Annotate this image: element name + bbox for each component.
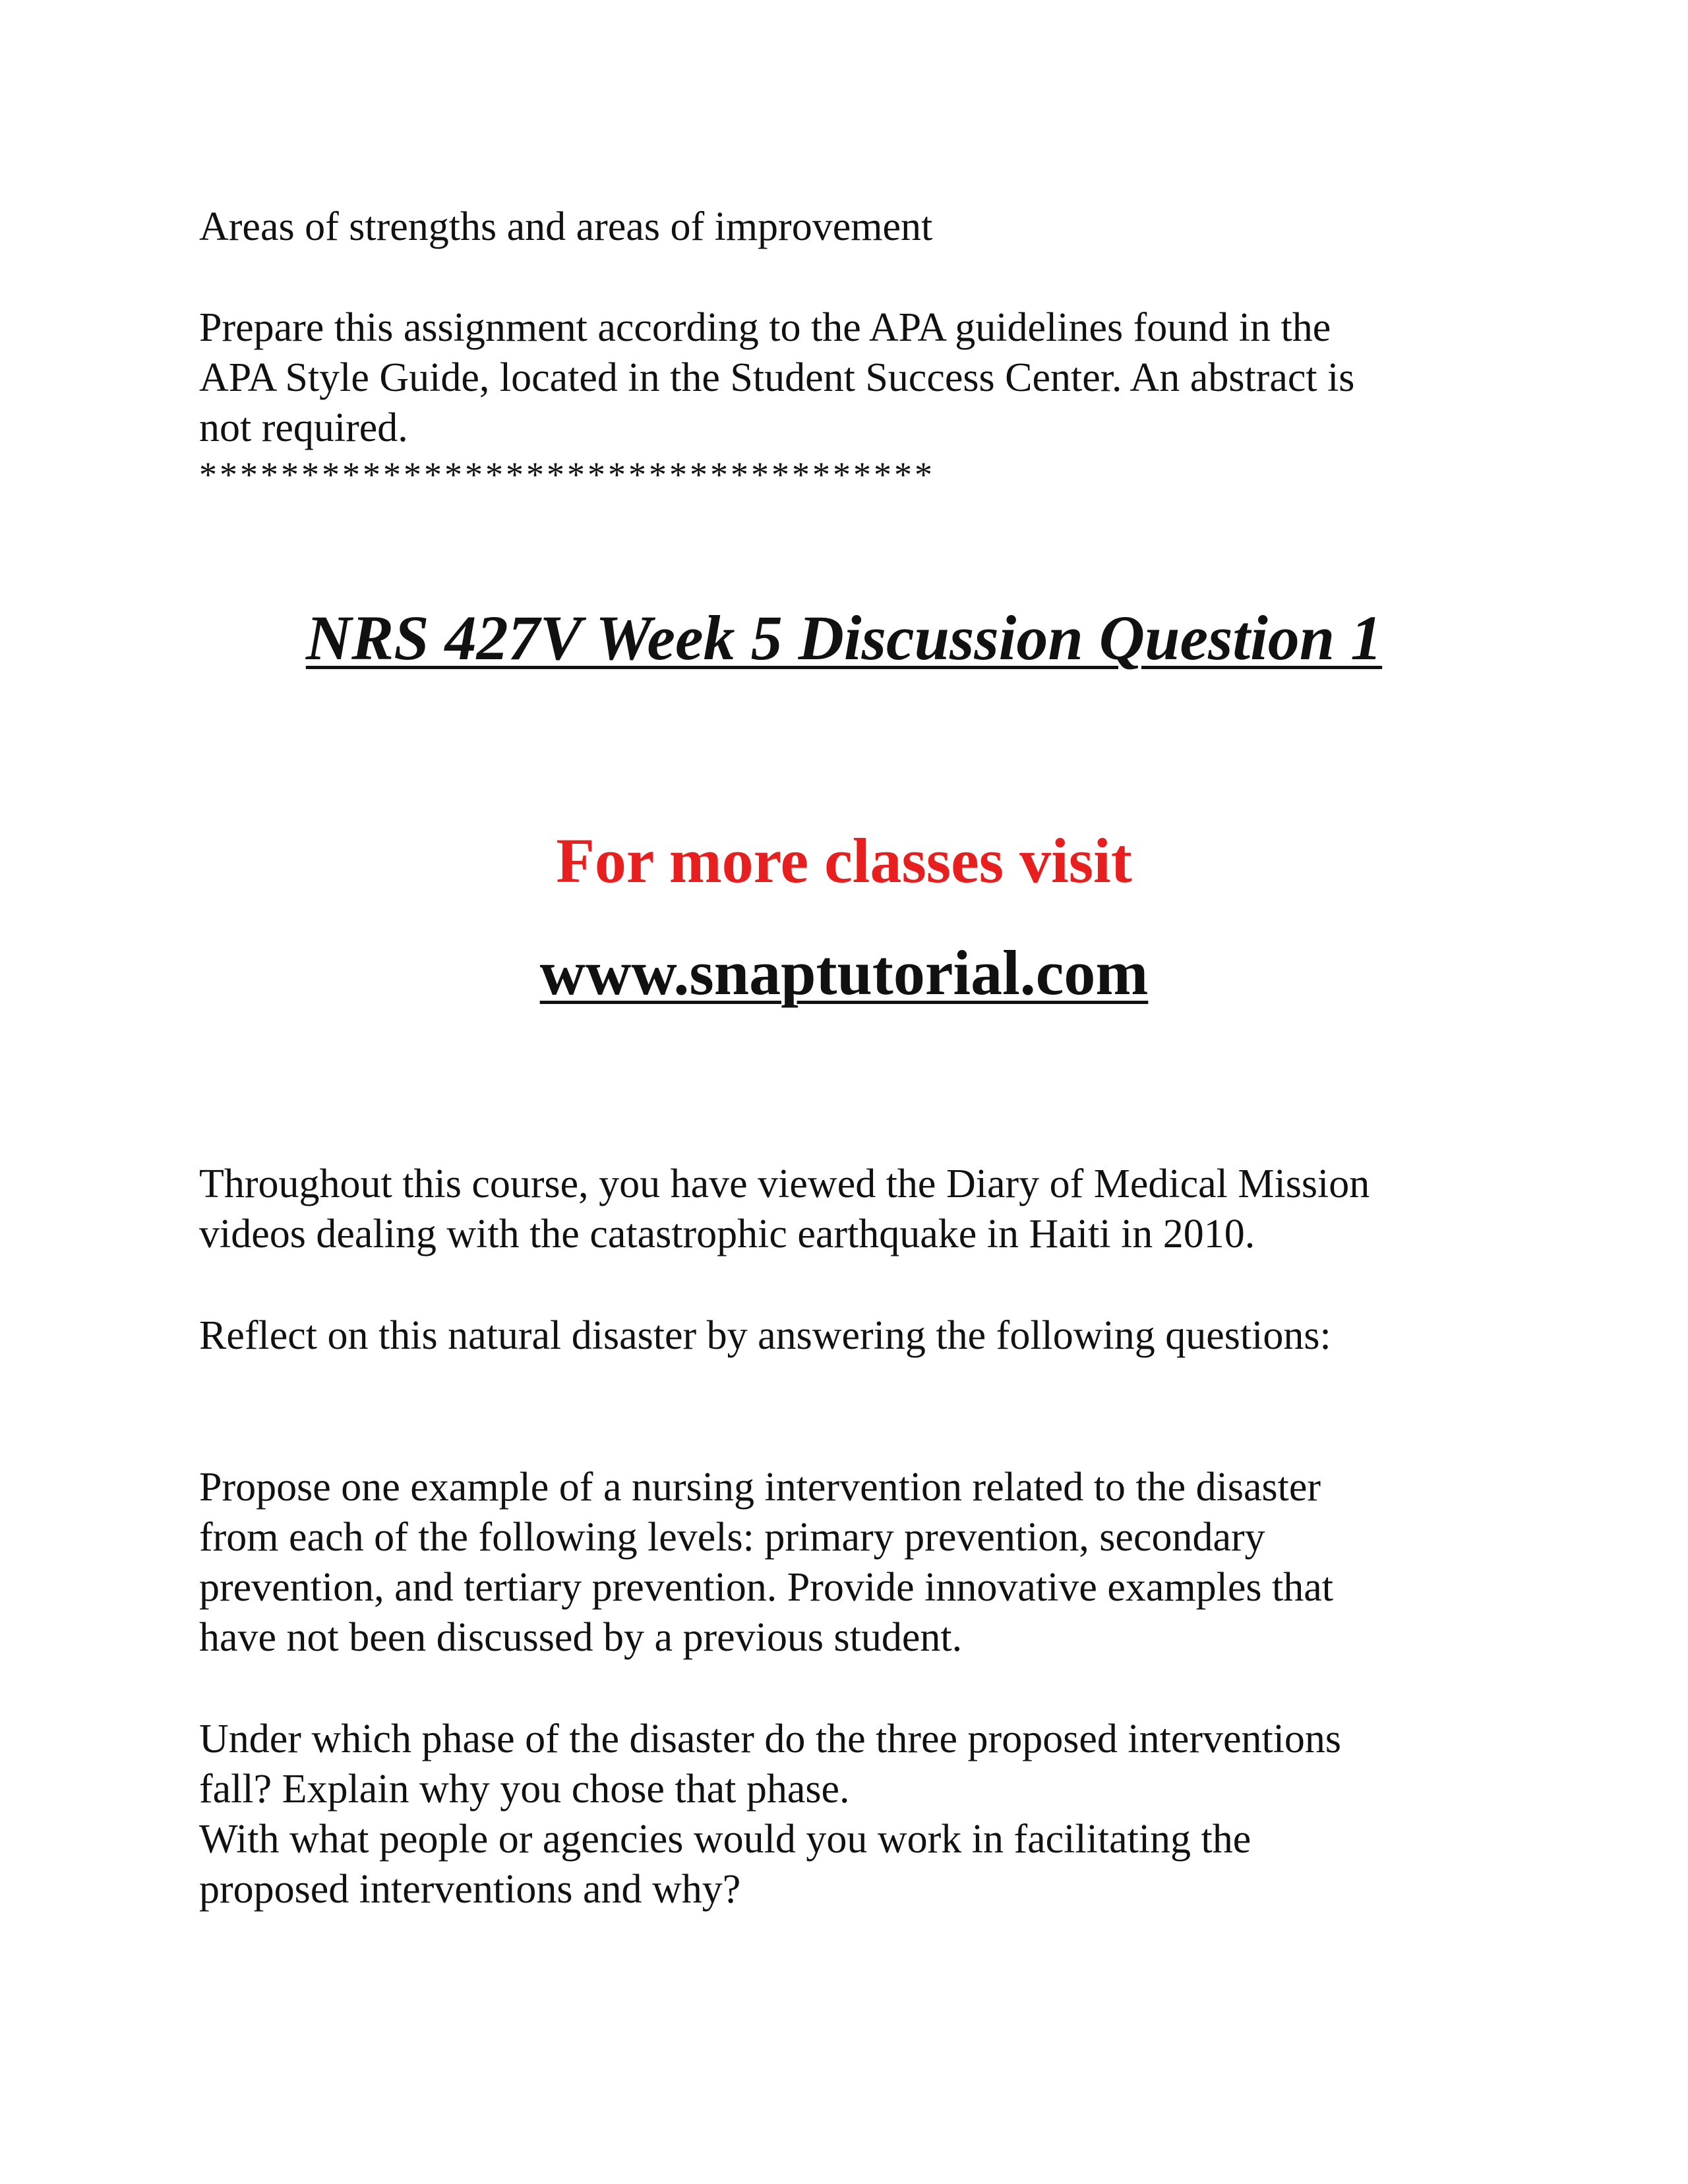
question-line: have not been discussed by a previous student.: [199, 1615, 963, 1660]
body-line: Reflect on this natural disaster by answering the following questions:: [199, 1313, 1331, 1358]
promo-link[interactable]: www.snaptutorial.com: [539, 937, 1149, 1008]
asterisk-separator: ************************************: [199, 455, 935, 494]
question-line: prevention, and tertiary prevention. Provide innovative examples that: [199, 1565, 1333, 1610]
promo-text: For more classes visit: [556, 825, 1132, 896]
body-line: videos dealing with the catastrophic earthquake in Haiti in 2010.: [199, 1212, 1255, 1256]
question-line: from each of the following levels: primary prevention, secondary: [199, 1515, 1265, 1560]
page-title: NRS 427V Week 5 Discussion Question 1: [305, 603, 1383, 673]
question-line: Under which phase of the disaster do the three proposed interventions: [199, 1717, 1342, 1761]
apa-instruction-line: Prepare this assignment according to the APA guidelines found in the: [199, 305, 1331, 350]
question-line: proposed interventions and why?: [199, 1867, 741, 1912]
apa-instruction-line: not required.: [199, 405, 408, 450]
question-line: With what people or agencies would you work in facilitating the: [199, 1817, 1251, 1862]
body-line: Throughout this course, you have viewed the Diary of Medical Mission: [199, 1162, 1370, 1206]
intro-line: Areas of strengths and areas of improvement: [199, 204, 933, 249]
question-line: Propose one example of a nursing intervention related to the disaster: [199, 1465, 1321, 1510]
question-line: fall? Explain why you chose that phase.: [199, 1767, 850, 1812]
apa-instruction-line: APA Style Guide, located in the Student Success Center. An abstract is: [199, 355, 1355, 400]
